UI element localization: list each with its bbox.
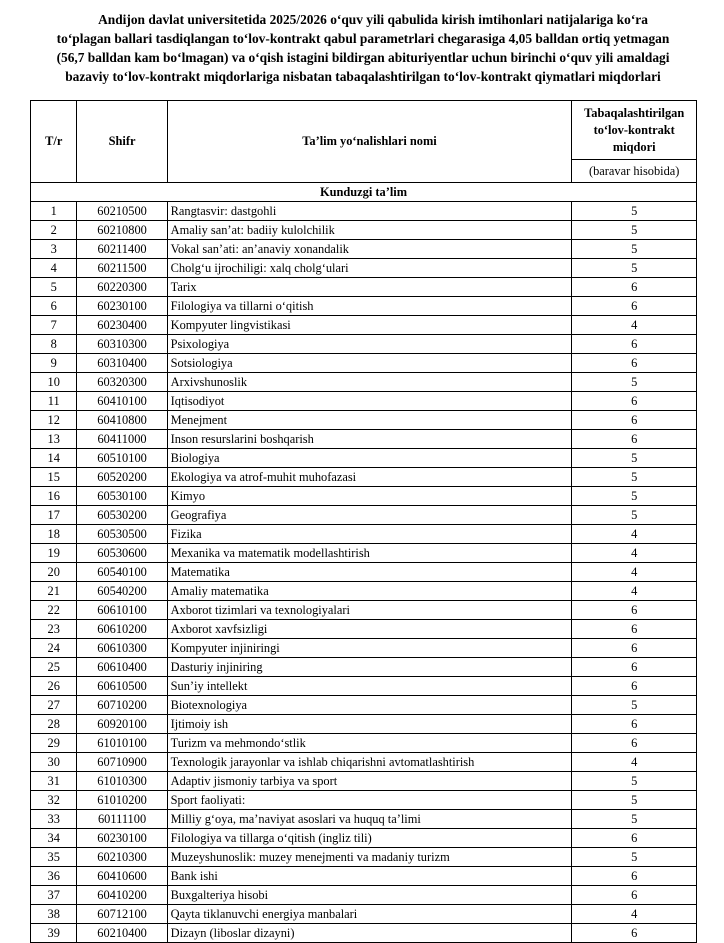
row-value: 4: [572, 544, 697, 563]
row-value: 6: [572, 924, 697, 943]
table-row: [31, 905, 697, 924]
row-code: 61010300: [77, 772, 167, 791]
row-code: 60530500: [77, 525, 167, 544]
header-code: Shifr: [77, 101, 167, 183]
row-code: 60220300: [77, 278, 167, 297]
row-value: 6: [572, 430, 697, 449]
contract-table: [30, 100, 697, 943]
row-name: Fizika: [167, 525, 572, 544]
row-value: 5: [572, 468, 697, 487]
row-name: Iqtisodiyot: [167, 392, 572, 411]
table-row: [31, 240, 697, 259]
row-number: 13: [31, 430, 77, 449]
row-value: 6: [572, 335, 697, 354]
row-value: 5: [572, 259, 697, 278]
row-value: 4: [572, 525, 697, 544]
row-name: Cholg‘u ijrochiligi: xalq cholg‘ulari: [167, 259, 572, 278]
table-row: [31, 848, 697, 867]
row-code: 60210300: [77, 848, 167, 867]
row-number: 31: [31, 772, 77, 791]
row-code: 60530100: [77, 487, 167, 506]
row-code: 60530200: [77, 506, 167, 525]
row-name: Filologiya va tillarni o‘qitish: [167, 297, 572, 316]
table-row: [31, 278, 697, 297]
row-value: 5: [572, 449, 697, 468]
header-value-unit: (baravar hisobida): [572, 160, 697, 183]
table-row: [31, 677, 697, 696]
row-name: Kompyuter injiniringi: [167, 639, 572, 658]
row-code: 60410200: [77, 886, 167, 905]
row-code: 61010200: [77, 791, 167, 810]
row-name: Biotexnologiya: [167, 696, 572, 715]
section-label: Kunduzgi ta’lim: [31, 183, 697, 202]
table-row: [31, 297, 697, 316]
row-number: 2: [31, 221, 77, 240]
row-value: 4: [572, 563, 697, 582]
row-value: 5: [572, 772, 697, 791]
row-number: 3: [31, 240, 77, 259]
row-number: 22: [31, 601, 77, 620]
row-code: 60510100: [77, 449, 167, 468]
row-value: 6: [572, 677, 697, 696]
row-name: Geografiya: [167, 506, 572, 525]
row-code: 60310400: [77, 354, 167, 373]
table-row: [31, 221, 697, 240]
table-row: [31, 601, 697, 620]
row-code: 60710900: [77, 753, 167, 772]
row-value: 5: [572, 202, 697, 221]
row-name: Axborot xavfsizligi: [167, 620, 572, 639]
row-number: 24: [31, 639, 77, 658]
table-row: [31, 620, 697, 639]
table-row: [31, 259, 697, 278]
row-value: 6: [572, 639, 697, 658]
table-row: [31, 886, 697, 905]
row-value: 5: [572, 810, 697, 829]
row-name: Rangtasvir: dastgohli: [167, 202, 572, 221]
table-row: [31, 487, 697, 506]
row-value: 6: [572, 297, 697, 316]
row-number: 36: [31, 867, 77, 886]
title-line-4: bazaviy to‘lov-kontrakt miqdorlariga nisbatan tabaqalashtirilgan to‘lov-kontrakt qiymatlari miqdorlari: [65, 69, 661, 84]
row-value: 6: [572, 829, 697, 848]
row-code: 60710200: [77, 696, 167, 715]
row-code: 60610100: [77, 601, 167, 620]
row-number: 14: [31, 449, 77, 468]
row-code: 60610200: [77, 620, 167, 639]
row-code: 60230100: [77, 297, 167, 316]
table-row: [31, 696, 697, 715]
row-number: 29: [31, 734, 77, 753]
row-number: 26: [31, 677, 77, 696]
row-name: Sport faoliyati:: [167, 791, 572, 810]
row-name: Biologiya: [167, 449, 572, 468]
row-code: 60211500: [77, 259, 167, 278]
row-number: 25: [31, 658, 77, 677]
row-number: 27: [31, 696, 77, 715]
row-number: 18: [31, 525, 77, 544]
row-name: Sun’iy intellekt: [167, 677, 572, 696]
row-code: 60920100: [77, 715, 167, 734]
row-code: 60230100: [77, 829, 167, 848]
row-value: 5: [572, 506, 697, 525]
table-row: [31, 373, 697, 392]
row-number: 17: [31, 506, 77, 525]
row-value: 6: [572, 278, 697, 297]
row-number: 23: [31, 620, 77, 639]
row-value: 5: [572, 373, 697, 392]
row-code: 60540100: [77, 563, 167, 582]
table-row: [31, 810, 697, 829]
row-value: 4: [572, 582, 697, 601]
row-name: Filologiya va tillarga o‘qitish (ingliz tili): [167, 829, 572, 848]
row-value: 5: [572, 240, 697, 259]
row-name: Menejment: [167, 411, 572, 430]
row-number: 20: [31, 563, 77, 582]
header-name: Ta’lim yo‘nalishlari nomi: [167, 101, 572, 183]
table-row: [31, 829, 697, 848]
row-name: Qayta tiklanuvchi energiya manbalari: [167, 905, 572, 924]
row-value: 4: [572, 316, 697, 335]
table-row: [31, 791, 697, 810]
row-number: 9: [31, 354, 77, 373]
row-number: 10: [31, 373, 77, 392]
row-code: 60610400: [77, 658, 167, 677]
row-number: 1: [31, 202, 77, 221]
row-code: 61010100: [77, 734, 167, 753]
row-value: 6: [572, 867, 697, 886]
row-code: 60410600: [77, 867, 167, 886]
row-code: 60230400: [77, 316, 167, 335]
row-number: 32: [31, 791, 77, 810]
table-row: [31, 202, 697, 221]
row-name: Kimyo: [167, 487, 572, 506]
row-code: 60210800: [77, 221, 167, 240]
row-code: 60530600: [77, 544, 167, 563]
row-number: 16: [31, 487, 77, 506]
row-number: 30: [31, 753, 77, 772]
row-value: 5: [572, 487, 697, 506]
row-number: 5: [31, 278, 77, 297]
row-value: 6: [572, 734, 697, 753]
row-value: 6: [572, 392, 697, 411]
row-number: 4: [31, 259, 77, 278]
table-row: [31, 658, 697, 677]
table-row: [31, 544, 697, 563]
table-row: [31, 639, 697, 658]
row-value: 6: [572, 715, 697, 734]
row-number: 15: [31, 468, 77, 487]
row-name: Dasturiy injiniring: [167, 658, 572, 677]
table-row: [31, 715, 697, 734]
table-row: [31, 506, 697, 525]
row-name: Bank ishi: [167, 867, 572, 886]
row-value: 5: [572, 791, 697, 810]
row-name: Muzeyshunoslik: muzey menejmenti va madaniy turizm: [167, 848, 572, 867]
row-code: 60712100: [77, 905, 167, 924]
row-number: 38: [31, 905, 77, 924]
row-code: 60410800: [77, 411, 167, 430]
row-number: 11: [31, 392, 77, 411]
row-value: 6: [572, 411, 697, 430]
row-code: 60411000: [77, 430, 167, 449]
row-number: 33: [31, 810, 77, 829]
row-name: Kompyuter lingvistikasi: [167, 316, 572, 335]
header-number: T/r: [31, 101, 77, 183]
row-value: 5: [572, 696, 697, 715]
row-code: 60520200: [77, 468, 167, 487]
row-name: Amaliy matematika: [167, 582, 572, 601]
row-value: 6: [572, 354, 697, 373]
table-row: [31, 924, 697, 943]
row-name: Amaliy san’at: badiiy kulolchilik: [167, 221, 572, 240]
row-code: 60320300: [77, 373, 167, 392]
row-name: Buxgalteriya hisobi: [167, 886, 572, 905]
row-number: 34: [31, 829, 77, 848]
row-code: 60610300: [77, 639, 167, 658]
row-code: 60310300: [77, 335, 167, 354]
row-name: Texnologik jarayonlar va ishlab chiqarishni avtomatlashtirish: [167, 753, 572, 772]
row-name: Ijtimoiy ish: [167, 715, 572, 734]
row-name: Mexanika va matematik modellashtirish: [167, 544, 572, 563]
row-value: 6: [572, 620, 697, 639]
table-row: [31, 430, 697, 449]
title-line-1: Andijon davlat universitetida 2025/2026 o‘quv yili qabulida kirish imtihonlari natijalariga ko‘ra: [98, 12, 648, 27]
row-number: 21: [31, 582, 77, 601]
table-row: [31, 354, 697, 373]
header-value-title: Tabaqalashtirilgan to‘lov-kontrakt miqdori: [572, 101, 697, 160]
row-name: Adaptiv jismoniy tarbiya va sport: [167, 772, 572, 791]
row-number: 35: [31, 848, 77, 867]
row-number: 7: [31, 316, 77, 335]
row-name: Arxivshunoslik: [167, 373, 572, 392]
row-value: 6: [572, 601, 697, 620]
table-row: [31, 316, 697, 335]
row-value: 6: [572, 658, 697, 677]
table-row: [31, 582, 697, 601]
table-row: [31, 563, 697, 582]
row-number: 12: [31, 411, 77, 430]
row-code: 60540200: [77, 582, 167, 601]
row-name: Axborot tizimlari va texnologiyalari: [167, 601, 572, 620]
title-line-2: to‘plagan ballari tasdiqlangan to‘lov-kontrakt qabul parametrlari chegarasiga 4,05 balldan ortiq yetmagan: [56, 31, 670, 46]
table-row: [31, 734, 697, 753]
row-value: 5: [572, 848, 697, 867]
document-title: [22, 10, 704, 86]
row-value: 6: [572, 886, 697, 905]
table-row: [31, 335, 697, 354]
table-row: [31, 753, 697, 772]
row-value: 4: [572, 753, 697, 772]
row-number: 19: [31, 544, 77, 563]
row-name: Psixologiya: [167, 335, 572, 354]
row-name: Dizayn (liboslar dizayni): [167, 924, 572, 943]
row-number: 28: [31, 715, 77, 734]
title-line-3: (56,7 balldan kam bo‘lmagan) va o‘qish istagini bildirgan abituriyentlar uchun birinchi o‘quv yili amaldagi: [56, 50, 670, 65]
table-row: [31, 392, 697, 411]
row-code: 60210500: [77, 202, 167, 221]
table-row: [31, 772, 697, 791]
row-name: Milliy g‘oya, ma’naviyat asoslari va huquq ta’limi: [167, 810, 572, 829]
table-row: [31, 449, 697, 468]
row-number: 8: [31, 335, 77, 354]
row-number: 39: [31, 924, 77, 943]
table-row: [31, 468, 697, 487]
row-number: 37: [31, 886, 77, 905]
row-name: Matematika: [167, 563, 572, 582]
table-row: [31, 867, 697, 886]
row-value: 5: [572, 221, 697, 240]
row-code: 60610500: [77, 677, 167, 696]
row-code: 60210400: [77, 924, 167, 943]
row-number: 6: [31, 297, 77, 316]
row-code: 60211400: [77, 240, 167, 259]
row-code: 60410100: [77, 392, 167, 411]
table-row: [31, 525, 697, 544]
table-row: [31, 411, 697, 430]
row-name: Tarix: [167, 278, 572, 297]
row-name: Ekologiya va atrof-muhit muhofazasi: [167, 468, 572, 487]
row-value: 4: [572, 905, 697, 924]
row-code: 60111100: [77, 810, 167, 829]
row-name: Turizm va mehmondo‘stlik: [167, 734, 572, 753]
row-name: Inson resurslarini boshqarish: [167, 430, 572, 449]
row-name: Vokal san’ati: an’anaviy xonandalik: [167, 240, 572, 259]
row-name: Sotsiologiya: [167, 354, 572, 373]
